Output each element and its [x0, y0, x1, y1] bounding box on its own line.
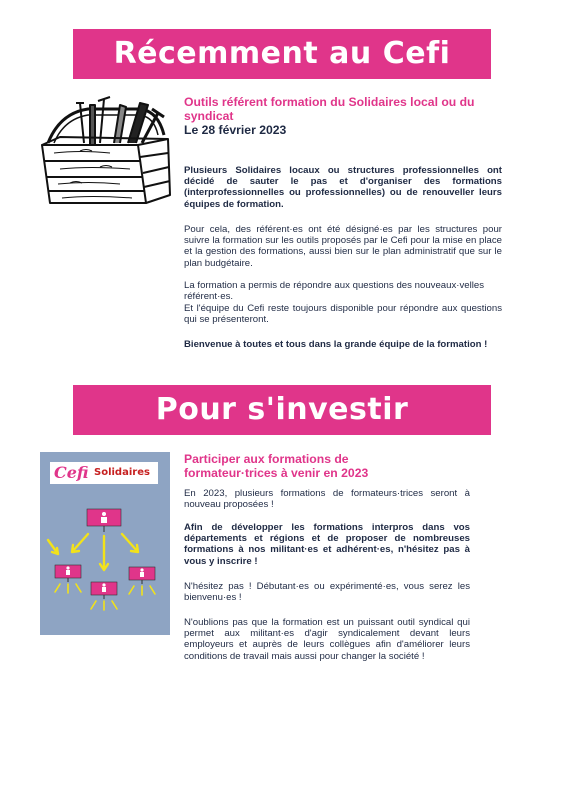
solidaires-logo: Solidaires	[94, 467, 150, 478]
training-cascade-icon	[40, 492, 170, 635]
paragraph: Et l'équipe du Cefi reste toujours disponible pour répondre aux questions qui se présenteront.	[184, 303, 502, 326]
paragraph: Afin de développer les formations interpros dans vos départements et régions et de proposer de nombreuses formations à nos militant·es et adhérent·es, n'hésitez pas à vous y inscrire !	[184, 522, 470, 567]
paragraph: La formation a permis de répondre aux questions des nouveaux·velles référent·es.	[184, 280, 484, 303]
paragraph: En 2023, plusieurs formations de formateurs·trices seront à nouveau proposées !	[184, 488, 470, 511]
cefi-logo: Cefi	[54, 463, 89, 482]
section-banner-invest: Pour s'investir	[73, 385, 491, 435]
section-banner-recent: Récemment au Cefi	[73, 29, 491, 79]
paragraph: Pour cela, des référent·es ont été désigné·es par les structures pour suivre la formation sur les outils proposés par le Cefi pour la mise en place et la gestion des formations, aussi bien sur le plan administratif que sur le plan budgétaire.	[184, 224, 502, 269]
article-date: Le 28 février 2023	[184, 123, 287, 137]
paragraph: N'oublions pas que la formation est un puissant outil syndical qui permet aux militant·es d'agir syndicalement devant leurs employeurs et auprès de leurs collègues afin d'améliorer leurs conditions de travail mais aussi pour changer la société !	[184, 617, 470, 662]
paragraph: Plusieurs Solidaires locaux ou structures professionnelles ont décidé de sauter le pas et d'organiser des formations (interprofessionnelles ou professionnelles) ou de renouveller leurs équipes de formation.	[184, 165, 502, 210]
paragraph-closing: Bienvenue à toutes et tous dans la grande équipe de la formation !	[184, 339, 488, 350]
article-title: Participer aux formations de formateur·trices à venir en 2023	[184, 452, 369, 480]
article-title: Outils référent formation du Solidaires local ou du syndicat	[184, 95, 475, 123]
poster-logo-box	[50, 462, 158, 484]
cefi-solidaires-poster	[40, 452, 170, 635]
toolbox-icon	[40, 95, 172, 207]
paragraph: N'hésitez pas ! Débutant·es ou expérimenté·es, vous serez les bienvenu·es !	[184, 581, 470, 604]
